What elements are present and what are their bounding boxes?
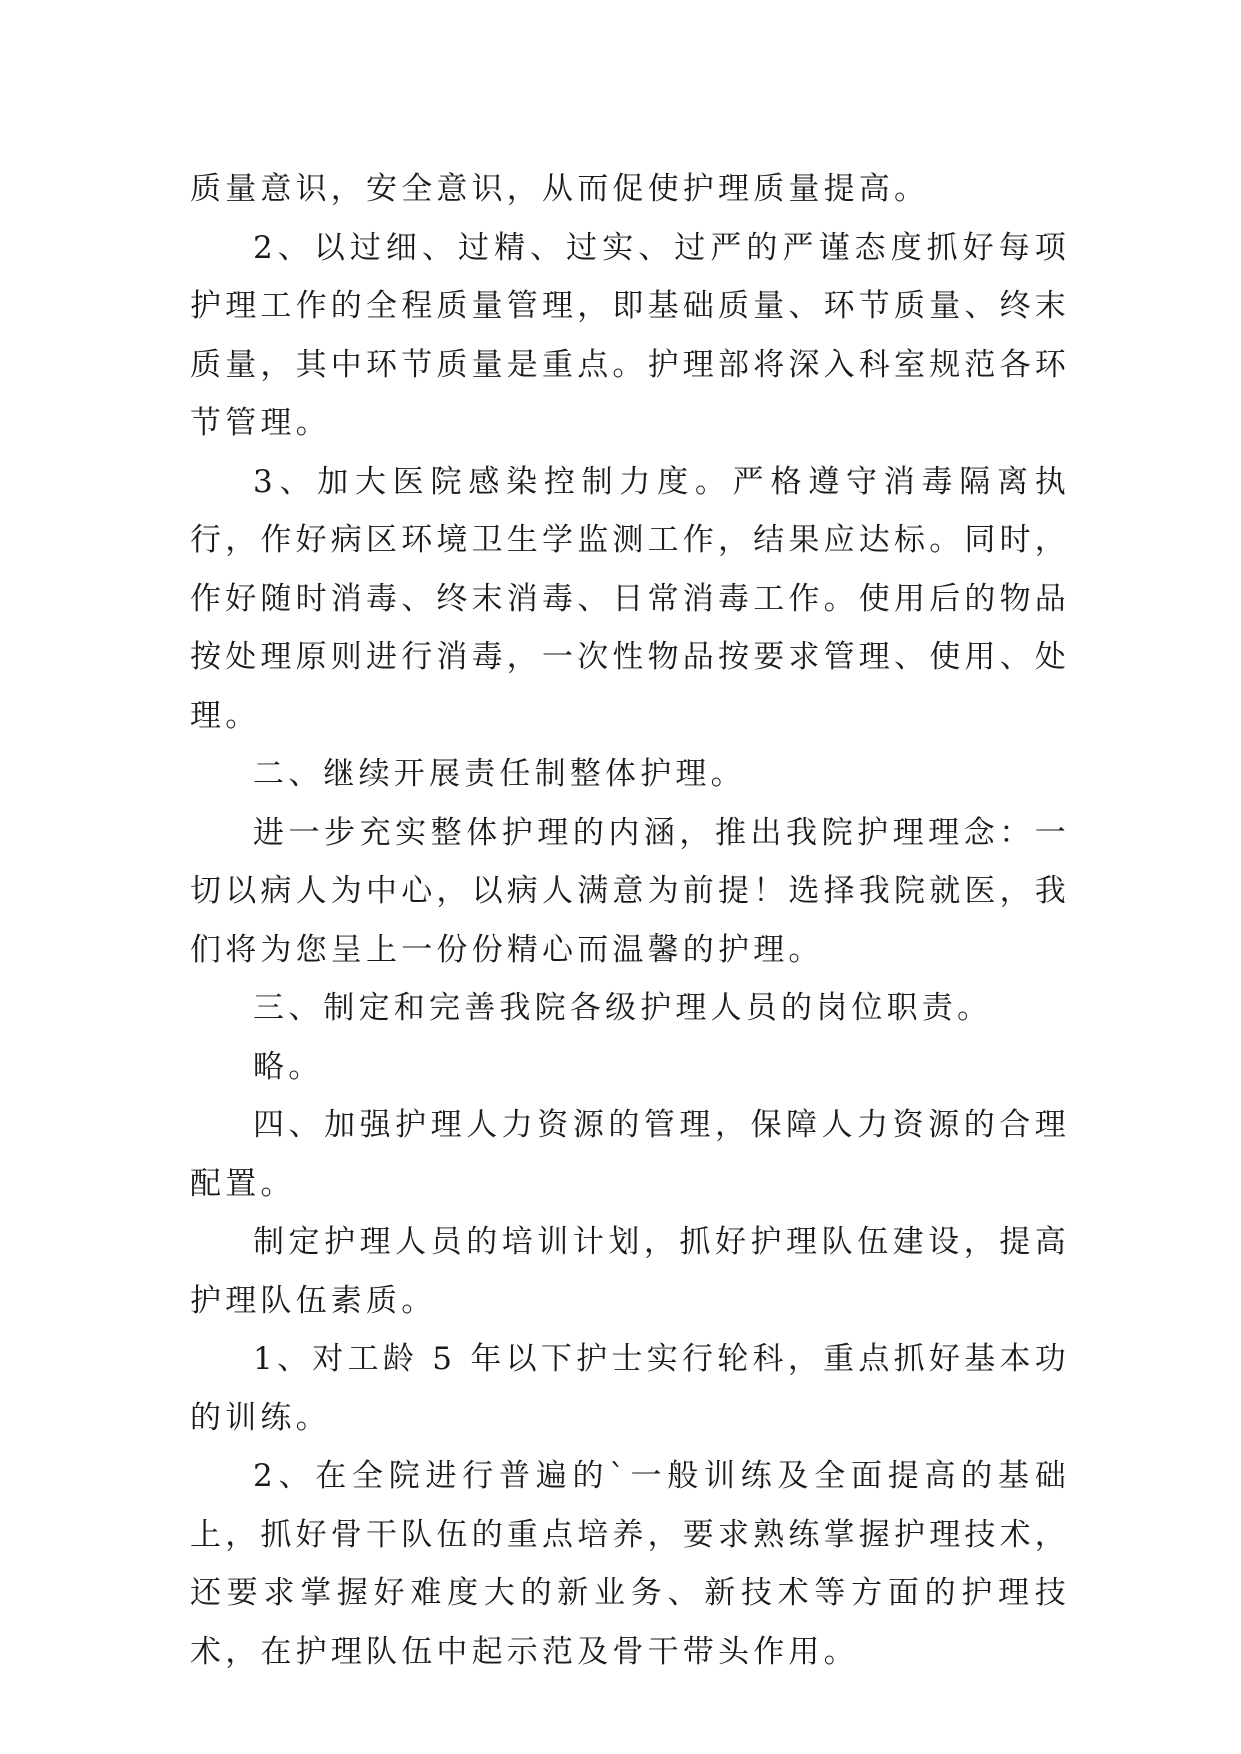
paragraph-5: 进一步充实整体护理的内涵，推出我院护理理念：一切以病人为中心，以病人满意为前提！选择我院就医，我们将为您呈上一份份精心而温馨的护理。 (190, 814, 1070, 968)
paragraph-11: 2、在全院进行普遍的`一般训练及全面提高的基础上，抓好骨干队伍的重点培养，要求熟练掌握护理技术，还要求掌握好难度大的新业务、新技术等方面的护理技术，在护理队伍中起示范及骨干带头作用。 (190, 1458, 1070, 1670)
paragraph-1: 质量意识，安全意识，从而促使护理质量提高。 (190, 171, 930, 207)
paragraph-7: 略。 (253, 1048, 324, 1085)
section-heading-4: 四、加强护理人力资源的管理，保障人力资源的合理配置。 (190, 1107, 1070, 1202)
document-body (190, 160, 1070, 1681)
section-heading-2: 二、继续开展责任制整体护理。 (253, 756, 746, 792)
paragraph-9: 制定护理人员的培训计划，抓好护理队伍建设，提高护理队伍素质。 (190, 1224, 1070, 1319)
paragraph-3: 3、加大医院感染控制力度。严格遵守消毒隔离执行，作好病区环境卫生学监测工作，结果应达标。同时，作好随时消毒、终末消毒、日常消毒工作。使用后的物品按处理原则进行消毒，一次性物品按要求管理、使用、处理。 (190, 463, 1070, 734)
section-heading-3: 三、制定和完善我院各级护理人员的岗位职责。 (253, 990, 993, 1026)
paragraph-2: 2、以过细、过精、过实、过严的严谨态度抓好每项护理工作的全程质量管理，即基础质量、环节质量、终末质量，其中环节质量是重点。护理部将深入科室规范各环节管理。 (190, 229, 1070, 441)
paragraph-10: 1、对工龄 5 年以下护士实行轮科，重点抓好基本功的训练。 (190, 1341, 1070, 1436)
